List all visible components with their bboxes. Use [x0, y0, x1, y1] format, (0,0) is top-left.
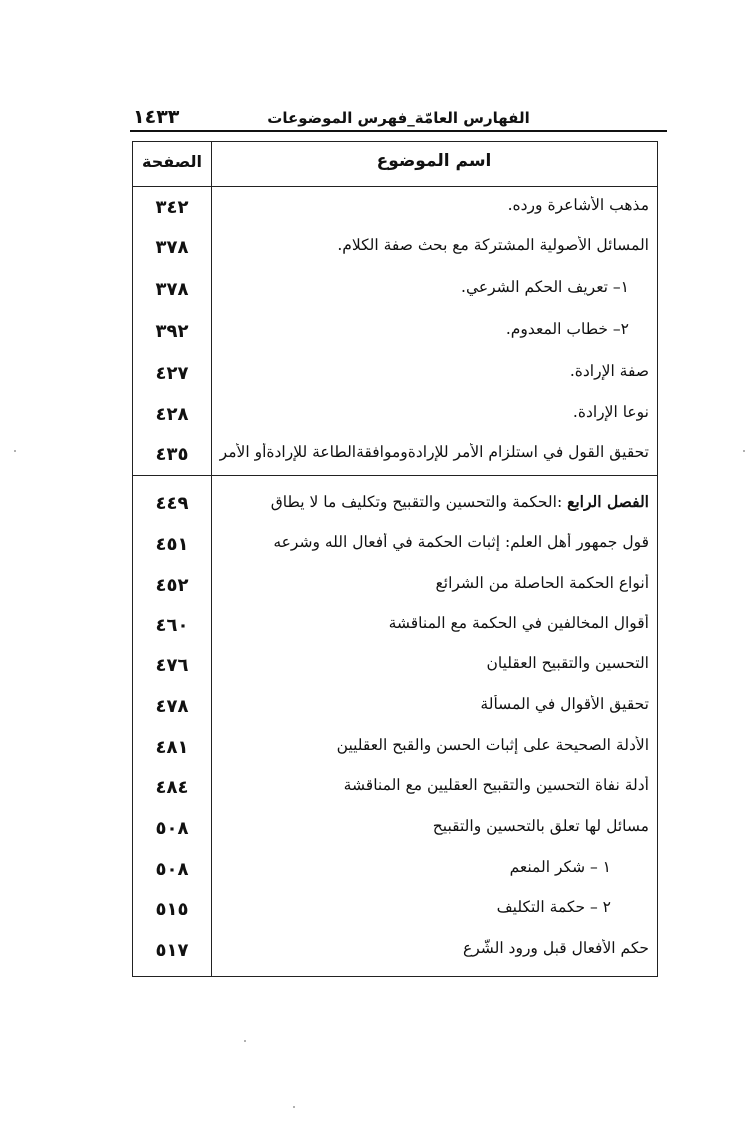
- topic-title: ٢ – حكمة التكليف: [496, 898, 611, 916]
- page-ref: ٣٧٨: [155, 279, 189, 300]
- running-header: [130, 106, 667, 132]
- page-ref: ٤٧٦: [155, 655, 189, 676]
- table-row: [133, 649, 657, 687]
- table-row: [133, 731, 657, 769]
- page-ref: ٤٥٢: [155, 575, 189, 596]
- table-row: [133, 231, 657, 269]
- page-ref: ٤٨١: [155, 737, 189, 758]
- table-row: [133, 569, 657, 607]
- topic-title: أقوال المخالفين في الحكمة مع المناقشة: [388, 614, 649, 632]
- chapter-subtitle: :الحكمة والتحسين والتقبيح وتكليف ما لا يطاق: [270, 493, 568, 511]
- table-row: [133, 893, 657, 931]
- topic-title: مسائل لها تعلق بالتحسين والتقبيح: [432, 817, 649, 835]
- scan-speck: [293, 1106, 295, 1108]
- page-number: ١٤٣٣: [133, 106, 180, 128]
- table-header: [133, 142, 657, 187]
- page-ref: ٥١٥: [155, 899, 189, 920]
- page-column-header: الصفحة: [141, 152, 202, 171]
- table-row: [133, 357, 657, 395]
- table-row: [133, 438, 657, 476]
- page-ref: ٣٩٢: [155, 321, 189, 342]
- scan-speck: [244, 1040, 246, 1042]
- topics-index-table: [132, 141, 658, 977]
- topic-title: المسائل الأصولية المشتركة مع بحث صفة الكلام.: [337, 236, 649, 254]
- page-ref: ٤٢٧: [155, 363, 189, 384]
- page-ref: ٤٧٨: [155, 696, 189, 717]
- topic-title: قول جمهور أهل العلم: إثبات الحكمة في أفعال الله وشرعه: [273, 533, 649, 551]
- table-row: [133, 771, 657, 809]
- page-ref: ٤٣٥: [155, 444, 189, 465]
- table-row: [133, 812, 657, 850]
- page-ref: ٣٤٢: [155, 197, 189, 218]
- topic-title: ١ – شكر المنعم: [509, 858, 611, 876]
- topic-title: التحسين والتقبيح العقليان: [486, 654, 649, 672]
- table-row: [133, 315, 657, 353]
- page-ref: ٤٦٠: [155, 615, 189, 636]
- topic-title: ٢– خطاب المعدوم.: [505, 320, 629, 338]
- page-ref: ٣٧٨: [155, 237, 189, 258]
- topic-title: ١– تعريف الحكم الشرعي.: [461, 278, 629, 296]
- page-ref: ٤٨٤: [155, 777, 189, 798]
- topic-title: أنواع الحكمة الحاصلة من الشرائع: [435, 574, 649, 592]
- page-ref: ٥٠٨: [155, 859, 189, 880]
- topic-title: نوعا الإرادة.: [572, 403, 649, 421]
- topic-title: تحقيق القول في استلزام الأمر للإرادةوموافقةالطاعة للإرادةأو الأمر: [219, 443, 649, 461]
- topic-title: الأدلة الصحيحة على إثبات الحسن والقبح العقليين: [336, 736, 649, 754]
- table-row: [133, 609, 657, 647]
- page-ref: ٥٠٨: [155, 818, 189, 839]
- chapter-label: الفصل الرابع: [567, 492, 649, 511]
- scan-speck: [14, 450, 16, 452]
- table-row: [133, 853, 657, 891]
- topic-title: أدلة نفاة التحسين والتقبيح العقليين مع المناقشة: [343, 776, 649, 794]
- topic-column-header: اسم الموضوع: [376, 151, 492, 171]
- table-row: [133, 191, 657, 229]
- page-ref: ٥١٧: [155, 940, 189, 961]
- page-ref: ٤٤٩: [155, 493, 189, 514]
- topic-title: صفة الإرادة.: [569, 362, 649, 380]
- table-row: [133, 528, 657, 566]
- header-title: الفهارس العامّة_فهرس الموضوعات: [267, 109, 530, 127]
- table-row: [133, 273, 657, 311]
- table-row: [133, 398, 657, 436]
- page-ref: ٤٥١: [155, 534, 189, 555]
- topic-title: مذهب الأشاعرة ورده.: [507, 196, 649, 214]
- table-row: [133, 934, 657, 972]
- topic-title: حكم الأفعال قبل ورود الشّرع: [462, 939, 649, 957]
- topic-title: تحقيق الأقوال في المسألة: [480, 695, 649, 713]
- chapter-title: [217, 492, 649, 511]
- table-row: [133, 487, 657, 525]
- scan-speck: [743, 450, 745, 452]
- table-row: [133, 690, 657, 728]
- page-ref: ٤٢٨: [155, 404, 189, 425]
